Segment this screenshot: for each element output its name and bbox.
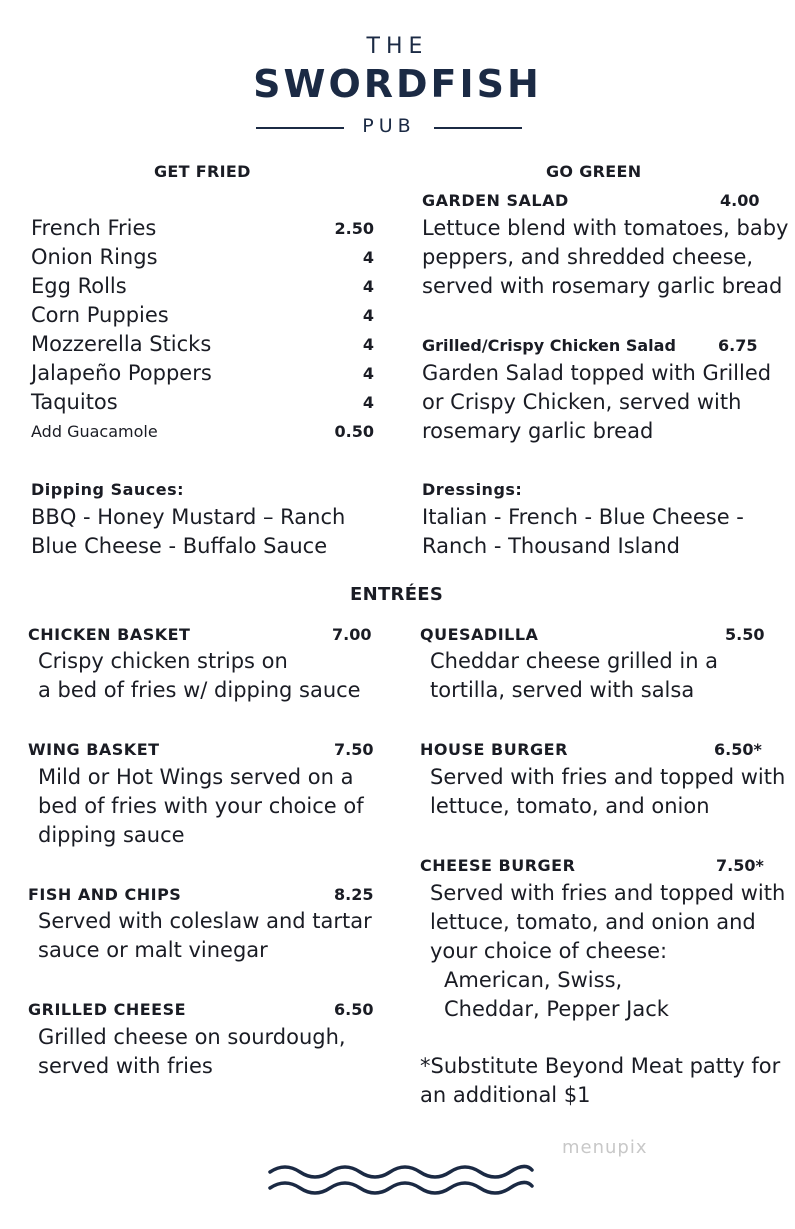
section-get-fried-title: GET FRIED <box>154 162 251 181</box>
item-price: 2.50 <box>334 219 374 238</box>
item-description: Cheddar cheese grilled in a <box>430 649 719 673</box>
menu-item <box>31 214 374 243</box>
menu-item <box>31 330 374 359</box>
item-description: lettuce, tomato, and onion <box>430 794 710 818</box>
item-description: rosemary garlic bread <box>422 419 654 443</box>
item-description: bed of fries with your choice of <box>38 794 364 818</box>
menu-item <box>31 388 374 417</box>
cheese-option: Cheddar, Pepper Jack <box>444 997 669 1021</box>
item-description: Served with coleslaw and tartar <box>38 909 372 933</box>
item-price: 4 <box>362 306 374 325</box>
item-price: 4 <box>362 277 374 296</box>
item-name: Egg Rolls <box>31 274 127 298</box>
logo-pub <box>256 115 522 141</box>
item-title: CHEESE BURGER <box>420 856 576 875</box>
item-title: Grilled/Crispy Chicken Salad <box>422 336 676 355</box>
item-price: 8.25 <box>334 885 374 904</box>
item-description: Grilled cheese on sourdough, <box>38 1025 346 1049</box>
item-title: FISH AND CHIPS <box>28 885 182 904</box>
item-description: Lettuce blend with tomatoes, baby <box>422 216 789 240</box>
item-price: 4 <box>362 248 374 267</box>
section-go-green-title: GO GREEN <box>546 162 642 181</box>
item-description: served with rosemary garlic bread <box>422 274 783 298</box>
item-name: Mozzerella Sticks <box>31 332 212 356</box>
item-description: Served with fries and topped with <box>430 881 786 905</box>
dressings-label: Dressings: <box>422 480 523 499</box>
item-title: CHICKEN BASKET <box>28 625 191 644</box>
item-description: your choice of cheese: <box>430 939 668 963</box>
waves-icon <box>268 1160 534 1200</box>
item-description: lettuce, tomato, and onion and <box>430 910 756 934</box>
logo-the: THE <box>366 34 429 59</box>
item-name: Onion Rings <box>31 245 158 269</box>
dipping-sauces-line: Blue Cheese - Buffalo Sauce <box>31 534 328 558</box>
dressings-line: Ranch - Thousand Island <box>422 534 680 558</box>
logo-pub-text: PUB <box>362 115 416 137</box>
item-description: Served with fries and topped with <box>430 765 786 789</box>
watermark-text: menupix <box>562 1137 648 1158</box>
item-description: sauce or malt vinegar <box>38 938 268 962</box>
item-name: Taquitos <box>31 390 118 414</box>
item-price: 6.75 <box>718 336 758 355</box>
item-price: 6.50* <box>714 740 762 759</box>
item-name: Add Guacamole <box>31 422 158 441</box>
item-description: served with fries <box>38 1054 213 1078</box>
item-price: 4 <box>362 364 374 383</box>
menu-item <box>31 359 374 388</box>
menu-item <box>31 301 374 330</box>
logo-rule-left <box>256 127 344 129</box>
item-description: dipping sauce <box>38 823 185 847</box>
item-price: 5.50 <box>725 625 765 644</box>
cheese-option: American, Swiss, <box>444 968 623 992</box>
substitution-note: an additional $1 <box>420 1083 591 1107</box>
item-description: peppers, and shredded cheese, <box>422 245 754 269</box>
item-description: a bed of fries w/ dipping sauce <box>38 678 361 702</box>
logo-swordfish: SWORDFISH <box>253 62 542 106</box>
item-name: Corn Puppies <box>31 303 169 327</box>
dipping-sauces-label: Dipping Sauces: <box>31 480 185 499</box>
item-name: French Fries <box>31 216 157 240</box>
item-description: Crispy chicken strips on <box>38 649 288 673</box>
item-title: GRILLED CHEESE <box>28 1000 187 1019</box>
item-price: 4 <box>362 335 374 354</box>
item-name: Jalapeño Poppers <box>31 361 212 385</box>
item-price: 4.00 <box>720 191 760 210</box>
item-price: 6.50 <box>334 1000 374 1019</box>
item-description: or Crispy Chicken, served with <box>422 390 742 414</box>
item-price: 7.00 <box>332 625 372 644</box>
substitution-note: *Substitute Beyond Meat patty for <box>420 1054 781 1078</box>
section-entrees-title: ENTRÉES <box>350 584 444 605</box>
dipping-sauces-line: BBQ - Honey Mustard – Ranch <box>31 505 346 529</box>
item-description: tortilla, served with salsa <box>430 678 695 702</box>
item-description: Mild or Hot Wings served on a <box>38 765 354 789</box>
item-title: WING BASKET <box>28 740 160 759</box>
item-title: HOUSE BURGER <box>420 740 568 759</box>
dressings-line: Italian - French - Blue Cheese - <box>422 505 744 529</box>
menu-item <box>31 272 374 301</box>
item-price: 7.50 <box>334 740 374 759</box>
item-price: 4 <box>362 393 374 412</box>
item-price: 7.50* <box>716 856 764 875</box>
item-description: Garden Salad topped with Grilled <box>422 361 772 385</box>
item-title: GARDEN SALAD <box>422 191 569 210</box>
item-title: QUESADILLA <box>420 625 539 644</box>
logo-rule-right <box>434 127 522 129</box>
menu-item <box>31 243 374 272</box>
menu-item <box>31 417 374 446</box>
item-price: 0.50 <box>334 422 374 441</box>
